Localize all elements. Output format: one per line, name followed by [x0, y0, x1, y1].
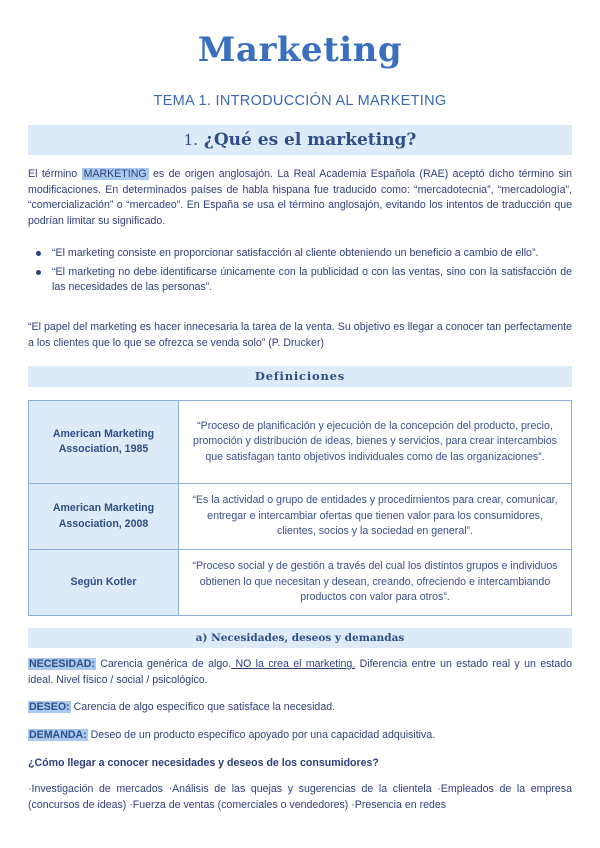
definition-text: “Es la actividad o grupo de entidades y procedimientos para crear, comunicar, entregar e intercambiar ofertas que tienen valor para los consumidores, clientes, socios y la sociedad en general”.	[179, 484, 572, 550]
intro-text-rest: es de origen anglosajón. La Real Academia Española (RAE) aceptó dicho término sin modificaciones. En determinados países de habla hispana fue traducido como: “mercadotecnia”, “mercadología”, “comercialización” o “mercadeo”. En España se usa el término anglosajón, evitando los intentos de traducción que podrían limitar su significado.	[28, 168, 572, 227]
list-item-text: “El marketing consiste en proporcionar satisfacción al cliente obteniendo un beneficio a cambio de ello”.	[52, 247, 539, 259]
demanda-definition	[28, 728, 572, 744]
bullet-list	[28, 246, 572, 299]
question-heading: ¿Cómo llegar a conocer necesidades y deseos de los consumidores?	[28, 757, 379, 769]
page-title: Marketing	[197, 30, 403, 70]
definition-source: Según Kotler	[29, 550, 179, 616]
definition-source: American Marketing Association, 2008	[29, 484, 179, 550]
table-row	[29, 401, 572, 484]
deseo-text: Carencia de algo específico que satisface la necesidad.	[70, 701, 336, 713]
definition-source: American Marketing Association, 1985	[29, 401, 179, 484]
page-subtitle: TEMA 1. INTRODUCCIÓN AL MARKETING	[153, 93, 447, 109]
intro-paragraph	[28, 167, 572, 229]
deseo-label: DESEO:	[29, 701, 70, 713]
necesidad-text-rest: Diferencia entre un estado real y un estado ideal. Nivel físico / social / psicológico.	[28, 658, 572, 686]
intro-text-start: El término	[28, 168, 82, 180]
bullet-icon	[36, 270, 41, 275]
definition-text: “Proceso social y de gestión a través del cual los distintos grupos e individuos obtienen lo que necesitan y desean, creando, ofreciendo e intercambiando productos con valor para otros”.	[179, 550, 572, 616]
definition-text: “Proceso de planificación y ejecución de la concepción del producto, precio, promoción y distribución de ideas, bienes y servicios, para crear intercambios que satisfagan tanto objetivos individuales como de las organizaciones”.	[179, 401, 572, 484]
necesidad-label: NECESIDAD:	[29, 658, 95, 670]
definitions-table	[28, 400, 572, 616]
list-item-text: “El marketing no debe identificarse únicamente con la publicidad o con las ventas, sino con la satisfacción de las necesidades de las personas”.	[52, 265, 572, 294]
necesidad-definition	[28, 657, 572, 688]
section-number: 1.	[183, 131, 198, 149]
section-title: ¿Qué es el marketing?	[203, 130, 417, 150]
list-item	[28, 265, 572, 296]
definitions-heading: Definiciones	[28, 366, 572, 387]
deseo-definition	[28, 700, 572, 716]
necesidad-text: Carencia genérica de algo.	[95, 658, 232, 670]
drucker-quote: “El papel del marketing es hacer innecesaria la tarea de la venta. Su objetivo es llegar a conocer tan perfectamente a los clientes que lo que se ofrezca se venda solo” (P. Drucker)	[28, 321, 572, 349]
methods-paragraph: ·Investigación de mercados ·Análisis de las quejas y sugerencias de la clientela ·Empleados de la empresa (concursos de ideas) ·Fuerza de ventas (comerciales o vendedores) ·Presencia en redes	[28, 783, 572, 811]
list-item	[28, 246, 572, 262]
demanda-text: Deseo de un producto específico apoyado por una capacidad adquisitiva.	[87, 729, 436, 741]
table-row	[29, 484, 572, 550]
table-row	[29, 550, 572, 616]
demanda-label: DEMANDA:	[29, 729, 87, 741]
necesidad-underlined: NO la crea el marketing.	[231, 658, 356, 670]
marketing-keyword: MARKETING	[83, 168, 147, 180]
subsection-heading: a) Necesidades, deseos y demandas	[28, 628, 572, 648]
bullet-icon	[36, 251, 41, 256]
section-heading	[28, 125, 572, 155]
